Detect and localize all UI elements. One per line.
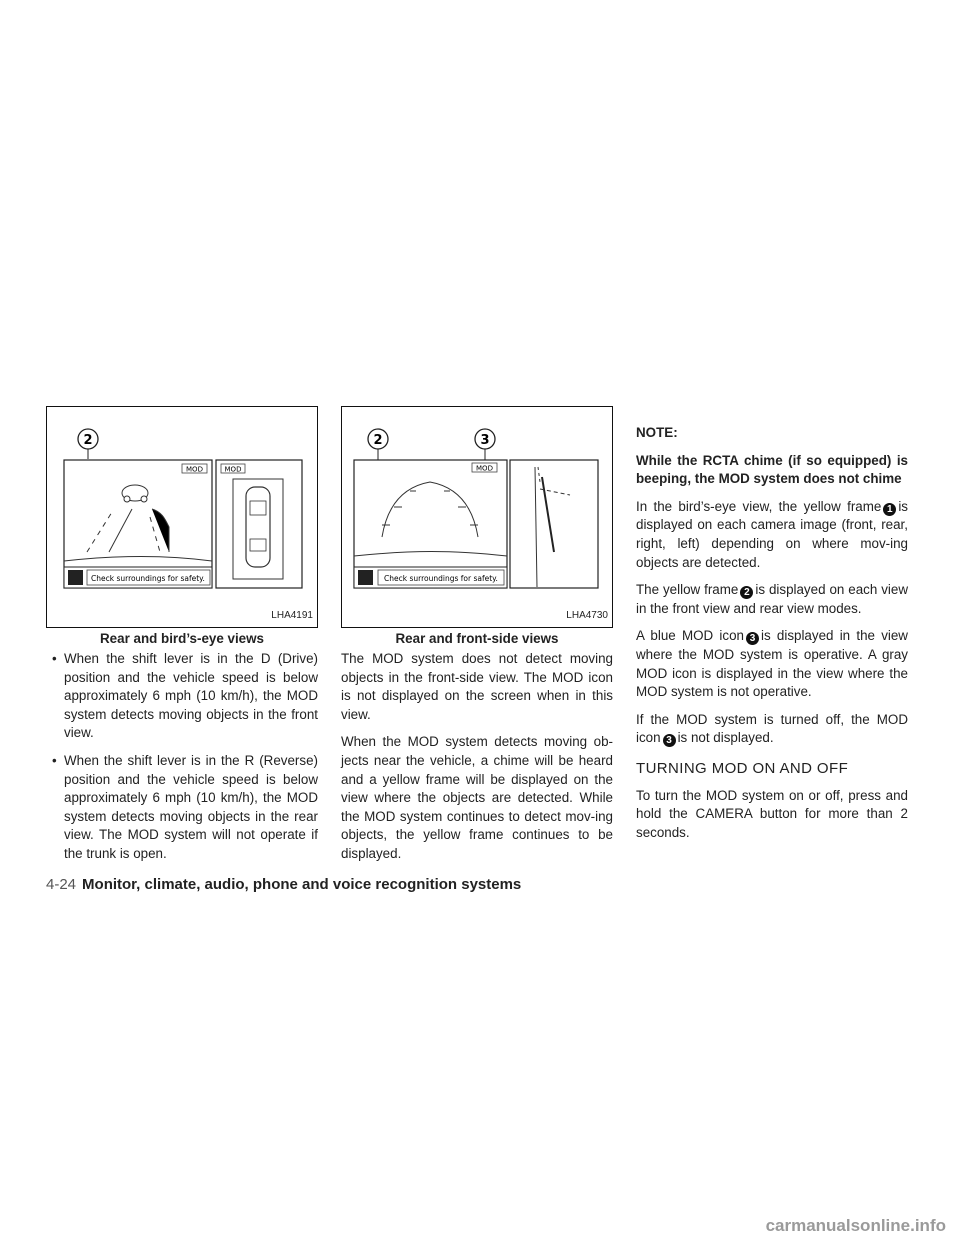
note-heading: NOTE: (636, 425, 678, 440)
column-right (636, 406, 908, 851)
callout-3-text: 3 (480, 433, 490, 448)
paragraph: To turn the MOD system on or off, press and hold the CAMERA button for more than 2 seconds. (636, 787, 908, 840)
page-number: 4-24 (46, 876, 77, 893)
bullet-list (46, 650, 318, 873)
callout-2-text: 2 (83, 433, 93, 448)
paragraph: The MOD system does not detect moving objects in the front-side view. The MOD icon is not displayed on the screen when in this view. (341, 651, 613, 722)
callout-2-text: 2 (373, 433, 383, 448)
rear-birds-eye-illustration (47, 407, 319, 629)
middle-text (341, 650, 613, 873)
figure-caption: Rear and bird’s-eye views (100, 631, 264, 646)
figure-rear-front-side (341, 406, 613, 628)
chapter-title: Monitor, climate, audio, phone and voice recognition systems (82, 876, 522, 893)
note-body: While the RCTA chime (if so equipped) is beeping, the MOD system does not chime (636, 452, 908, 487)
callout-2-icon: 2 (740, 586, 753, 599)
section-heading: TURNING MOD ON AND OFF (636, 759, 849, 777)
paragraph: If the MOD system is turned off, the MOD icon 3 is not displayed. (636, 711, 908, 747)
paragraph: A blue MOD icon 3 is displayed in the view where the MOD system is operative. A gray MOD icon is displayed in the view where the MOD system is not operative. (636, 628, 908, 700)
figure-rear-birds-eye (46, 406, 318, 628)
figure-code: LHA4191 (271, 610, 313, 622)
list-item: • When the shift lever is in the R (Reverse) position and the vehicle speed is below approximately 6 mph (10 km/h), the MOD system detects moving objects in the rear view. The MOD system will not operate if the trunk is open. (52, 752, 318, 861)
watermark: carmanualsonline.info (765, 1216, 946, 1235)
list-item: • When the shift lever is in the D (Drive) position and the vehicle speed is below approximately 6 mph (10 km/h), the MOD system detects moving objects in the front view. (52, 651, 318, 741)
figure-caption: Rear and front-side views (395, 631, 559, 646)
svg-text:MOD: MOD (476, 464, 493, 473)
warning-text: Check surroundings for safety. (91, 574, 205, 583)
callout-1-icon: 1 (883, 503, 896, 516)
rear-front-side-illustration (342, 407, 614, 629)
paragraph: In the bird’s-eye view, the yellow frame 1 is displayed on each camera image (front, rear, right, left) depending on where mov-ing objects are detected. (636, 498, 908, 570)
paragraph: The yellow frame 2 is displayed on each view in the front view and rear view modes. (636, 582, 908, 616)
callout-3-icon: 3 (746, 632, 759, 645)
callout-3-icon: 3 (663, 734, 676, 747)
svg-text:MOD: MOD (224, 465, 242, 474)
svg-text:MOD: MOD (186, 465, 203, 474)
warning-text: Check surroundings for safety. (384, 574, 498, 583)
paragraph: When the MOD system detects moving ob-jects near the vehicle, a chime will be heard and a yellow frame will be displayed on the view where the objects are detected. While the MOD system continues to detect mov-ing objects, the yellow frame continues to be displayed. (341, 734, 613, 861)
figure-code: LHA4730 (566, 610, 608, 622)
page-footer (46, 876, 521, 893)
